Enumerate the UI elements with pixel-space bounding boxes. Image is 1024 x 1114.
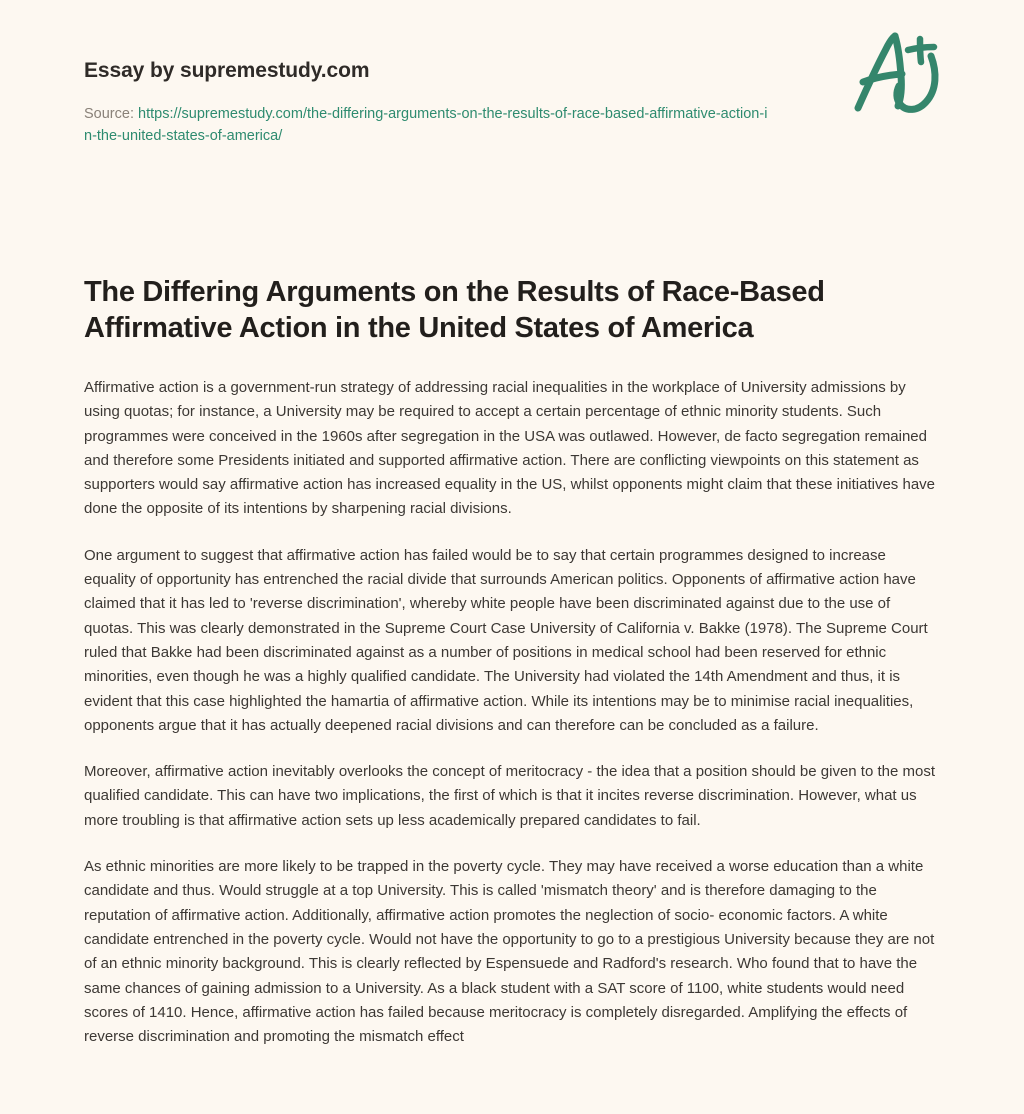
essay-attribution-heading: Essay by supremestudy.com: [84, 59, 370, 82]
body-paragraph: One argument to suggest that affirmative action has failed would be to say that certain programmes designed to increase equality of opportunity has entrenched the racial divide that surrounds American politics. Opponents of affirmative action have claimed that it has led to 'reverse discrimination', whereby white people have been discriminated against due to the use of quotas. This was clearly demonstrated in the Supreme Court Case University of California v. Bakke (1978). The Supreme Court ruled that Bakke had been discriminated against as a number of positions in medical school had been reserved for ethnic minorities, even though he was a highly qualified candidate. The University had violated the 14th Amendment and thus, it is evident that this case highlighted the hamartia of affirmative action. While its intentions may be to minimise racial inequalities, opponents argue that it has actually deepened racial divisions and can therefore can be concluded as a failure.: [84, 546, 928, 734]
a-plus-logo-icon: [838, 16, 948, 126]
a-plus-logo: [838, 16, 948, 126]
essay-body: [84, 346, 940, 1049]
source-label: Source:: [84, 106, 134, 123]
body-paragraph: As ethnic minorities are more likely to be trapped in the poverty cycle. They may have received a worse education than a white candidate and thus. Would struggle at a top University. This is called 'mismatch theory' and is therefore damaging to the reputation of affirmative action. Additionally, affirmative action promotes the neglection of socio- economic factors. A white candidate entrenched in the poverty cycle. Would not have the opportunity to go to a prestigious University because they are not of an ethnic minority background. This is clearly reflected by Espensuede and Radford's research. Who found that to have the same chances of gaining admission to a University. As a black student with a SAT score of 1100, white students would need scores of 1410. Hence, affirmative action has failed because meritocracy is completely disregarded. Amplifying the effects of reverse discrimination and promoting the mismatch effect: [84, 858, 935, 1046]
page-title: The Differing Arguments on the Results of Race-Based Affirmative Action in the United States of America: [84, 276, 825, 344]
body-paragraph: Moreover, affirmative action inevitably overlooks the concept of meritocracy - the idea that a position should be given to the most qualified candidate. This can have two implications, the first of which is that it incites reverse discrimination. However, what us more troubling is that affirmative action sets up less academically prepared candidates to fail.: [84, 763, 936, 829]
document-header: [84, 0, 940, 176]
source-url-link[interactable]: https://supremestudy.com/the-differing-arguments-on-the-results-of-race-based-affirmative-action-in-the-united-states-of-america/: [84, 106, 768, 145]
body-paragraph: Affirmative action is a government-run strategy of addressing racial inequalities in the workplace of University admissions by using quotas; for instance, a University may be required to accept a certain percentage of ethnic minority students. Such programmes were conceived in the 1960s after segregation in the USA was outlawed. However, de facto segregation remained and therefore some Presidents initiated and supported affirmative action. There are conflicting viewpoints on this statement as supporters would say affirmative action has increased equality in the US, whilst opponents might claim that these initiatives have done the opposite of its intentions by sharpening racial divisions.: [84, 379, 936, 518]
source-line: [84, 103, 774, 147]
